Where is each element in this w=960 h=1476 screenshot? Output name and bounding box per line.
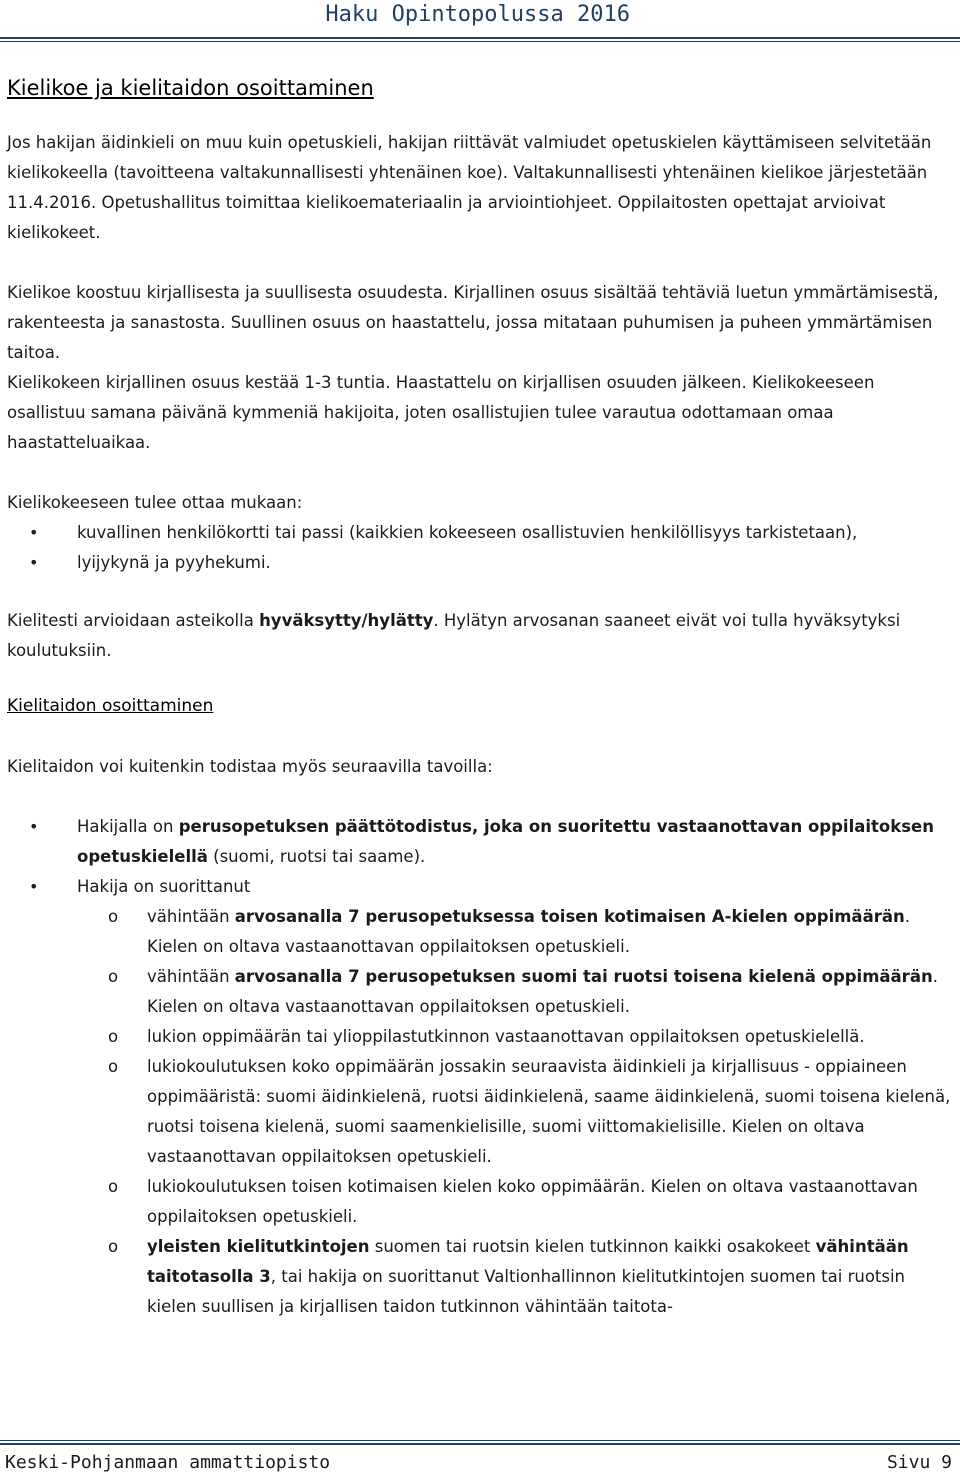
bullet-icon: • [29,553,39,572]
list-item: • Hakija on suorittanut o vähintään arvosanalla 7 perusopetuksessa toisen kotimaisen A-kielen oppimäärän. Kielen on oltava vastaanottavan oppilaitoksen opetuskieli. o vähintään arvosanalla 7 perusopetuksen suomi tai ruotsi toisena kielenä oppimäärän. Kielen on oltava vastaanottavan oppilaitoksen opetuskieli. o lukion oppimäärän tai ylioppilastutkinnon vastaanottavan oppilaitoksen opetuskielellä. o lukiokoulutuksen koko oppimäärän jossakin seuraavista äidinkieli ja kirjallisuus - oppiaineen oppimääristä: suomi äidinkielenä, ruotsi äidinkielenä, saame äidinkielenä, suomi toisena kielenä, ruotsi toisena kielenä, suomi saamenkielisille, suomi viittomakielisille. Kielen on oltava vastaanottavan oppilaitoksen opetuskieli. o lukiokoulutuksen toisen kotimaisen kielen koko oppimäärän. Kielen on oltava vastaanottavan oppilaitoksen opetuskieli. o yleisten kielitutkintojen suomen tai ruotsin kielen tutkinnon kaikki osakokeet vähintään taitotasolla 3, tai hakija on suorittanut Valtionhallinnon kielitutkintojen suomen tai ruotsin kielen suullisen ja kirjallisen taidon tutkinnon vähintään taitota- [7,872,952,1322]
sub-bullet-icon: o [108,1027,119,1046]
sub-bullet-icon: o [108,967,119,986]
bring-items-list [7,518,952,578]
sub-list-item: o lukiokoulutuksen koko oppimäärän jossakin seuraavista äidinkieli ja kirjallisuus - oppiaineen oppimääristä: suomi äidinkielenä, ruotsi äidinkielenä, saame äidinkielenä, suomi toisena kielenä, ruotsi toisena kielenä, suomi saamenkielisille, suomi viittomakielisille. Kielen on oltava vastaanottavan oppilaitoksen opetuskieli. [7,1052,952,1172]
header-divider-thin [0,41,960,42]
paragraph-language-test-intro: Jos hakijan äidinkieli on muu kuin opetuskieli, hakijan riittävät valmiudet opetuskielen käyttämiseen selvitetään kielikokeella (tavoitteena valtakunnallisesti yhtenäinen koe). Valtakunnallisesti yhtenäinen kielikoe järjestetään 11.4.2016. Opetushallitus toimittaa kielikoemateriaalin ja arviointiohjeet. Oppilaitosten opettajat arvioivat kielikokeet. [7,133,932,242]
paragraph-proficiency-intro: Kielitaidon voi kuitenkin todistaa myös seuraavilla tavoilla: [7,757,493,776]
section-heading-language-test: Kielikoe ja kielitaidon osoittaminen [7,76,374,100]
header-divider [0,37,960,39]
sub-list-item: o lukiokoulutuksen toisen kotimaisen kielen koko oppimäärän. Kielen on oltava vastaanottavan oppilaitoksen opetuskieli. [7,1172,952,1232]
sub-list-item: o vähintään arvosanalla 7 perusopetuksen suomi tai ruotsi toisena kielenä oppimäärän. Kielen on oltava vastaanottavan oppilaitoksen opetuskieli. [7,962,952,1022]
list-item: • Hakijalla on perusopetuksen päättötodistus, joka on suoritettu vastaanottavan oppilaitoksen opetuskielellä (suomi, ruotsi tai saame). [7,812,952,872]
sub-list-item: o vähintään arvosanalla 7 perusopetuksessa toisen kotimaisen A-kielen oppimäärän. Kielen on oltava vastaanottavan oppilaitoksen opetuskieli. [7,902,952,962]
paragraph-grading: Kielitesti arvioidaan asteikolla hyväksytty/hylätty. Hylätyn arvosanan saaneet eivät voi tulla hyväksytyksi koulutuksiin. [7,611,901,660]
list-item: • lyijykynä ja pyyhekumi. [7,548,952,578]
proficiency-list [7,812,952,1322]
page-header [0,0,960,38]
footer-divider [0,1443,960,1445]
sub-bullet-icon: o [108,1237,119,1256]
bullet-icon: • [29,817,39,836]
document-body [7,76,952,1350]
bullet-icon: • [29,523,39,542]
sub-bullet-icon: o [108,907,119,926]
sub-list-item: o yleisten kielitutkintojen suomen tai ruotsin kielen tutkinnon kaikki osakokeet vähintään taitotasolla 3, tai hakija on suorittanut Valtionhallinnon kielitutkintojen suomen tai ruotsin kielen suullisen ja kirjallisen taidon tutkinnon vähintään taitota- [7,1232,952,1322]
paragraph-test-structure: Kielikoe koostuu kirjallisesta ja suullisesta osuudesta. Kirjallinen osuus sisältää tehtäviä luetun ymmärtämisestä, rakenteesta ja sanastosta. Suullinen osuus on haastattelu, jossa mitataan puhumisen ja puheen ymmärtämisen taitoa. [7,283,939,362]
bullet-icon: • [29,877,39,896]
sub-list-item: o lukion oppimäärän tai ylioppilastutkinnon vastaanottavan oppilaitoksen opetuskielellä. [7,1022,952,1052]
paragraph-bring-items: Kielikokeeseen tulee ottaa mukaan: [7,493,303,512]
page-footer [0,1438,960,1476]
sub-bullet-icon: o [108,1177,119,1196]
page-number: Sivu 9 [886,1452,952,1473]
paragraph-test-duration: Kielikokeen kirjallinen osuus kestää 1-3 tuntia. Haastattelu on kirjallisen osuuden jälkeen. Kielikokeeseen osallistuu samana päivänä kymmeniä hakijoita, joten osallistujien tulee varautua odottamaan omaa haastatteluaikaa. [7,373,875,452]
footer-divider-thin [0,1440,960,1441]
document-title: Haku Opintopolussa 2016 [325,2,630,27]
section-heading-proficiency: Kielitaidon osoittaminen [7,696,214,716]
list-item: • kuvallinen henkilökortti tai passi (kaikkien kokeeseen osallistuvien henkilöllisyys tarkistetaan), [7,518,952,548]
footer-organization: Keski-Pohjanmaan ammattiopisto [5,1452,331,1473]
grading-scale: hyväksytty/hylätty [259,611,434,630]
sub-bullet-icon: o [108,1057,119,1076]
proficiency-sublist [77,902,952,1322]
